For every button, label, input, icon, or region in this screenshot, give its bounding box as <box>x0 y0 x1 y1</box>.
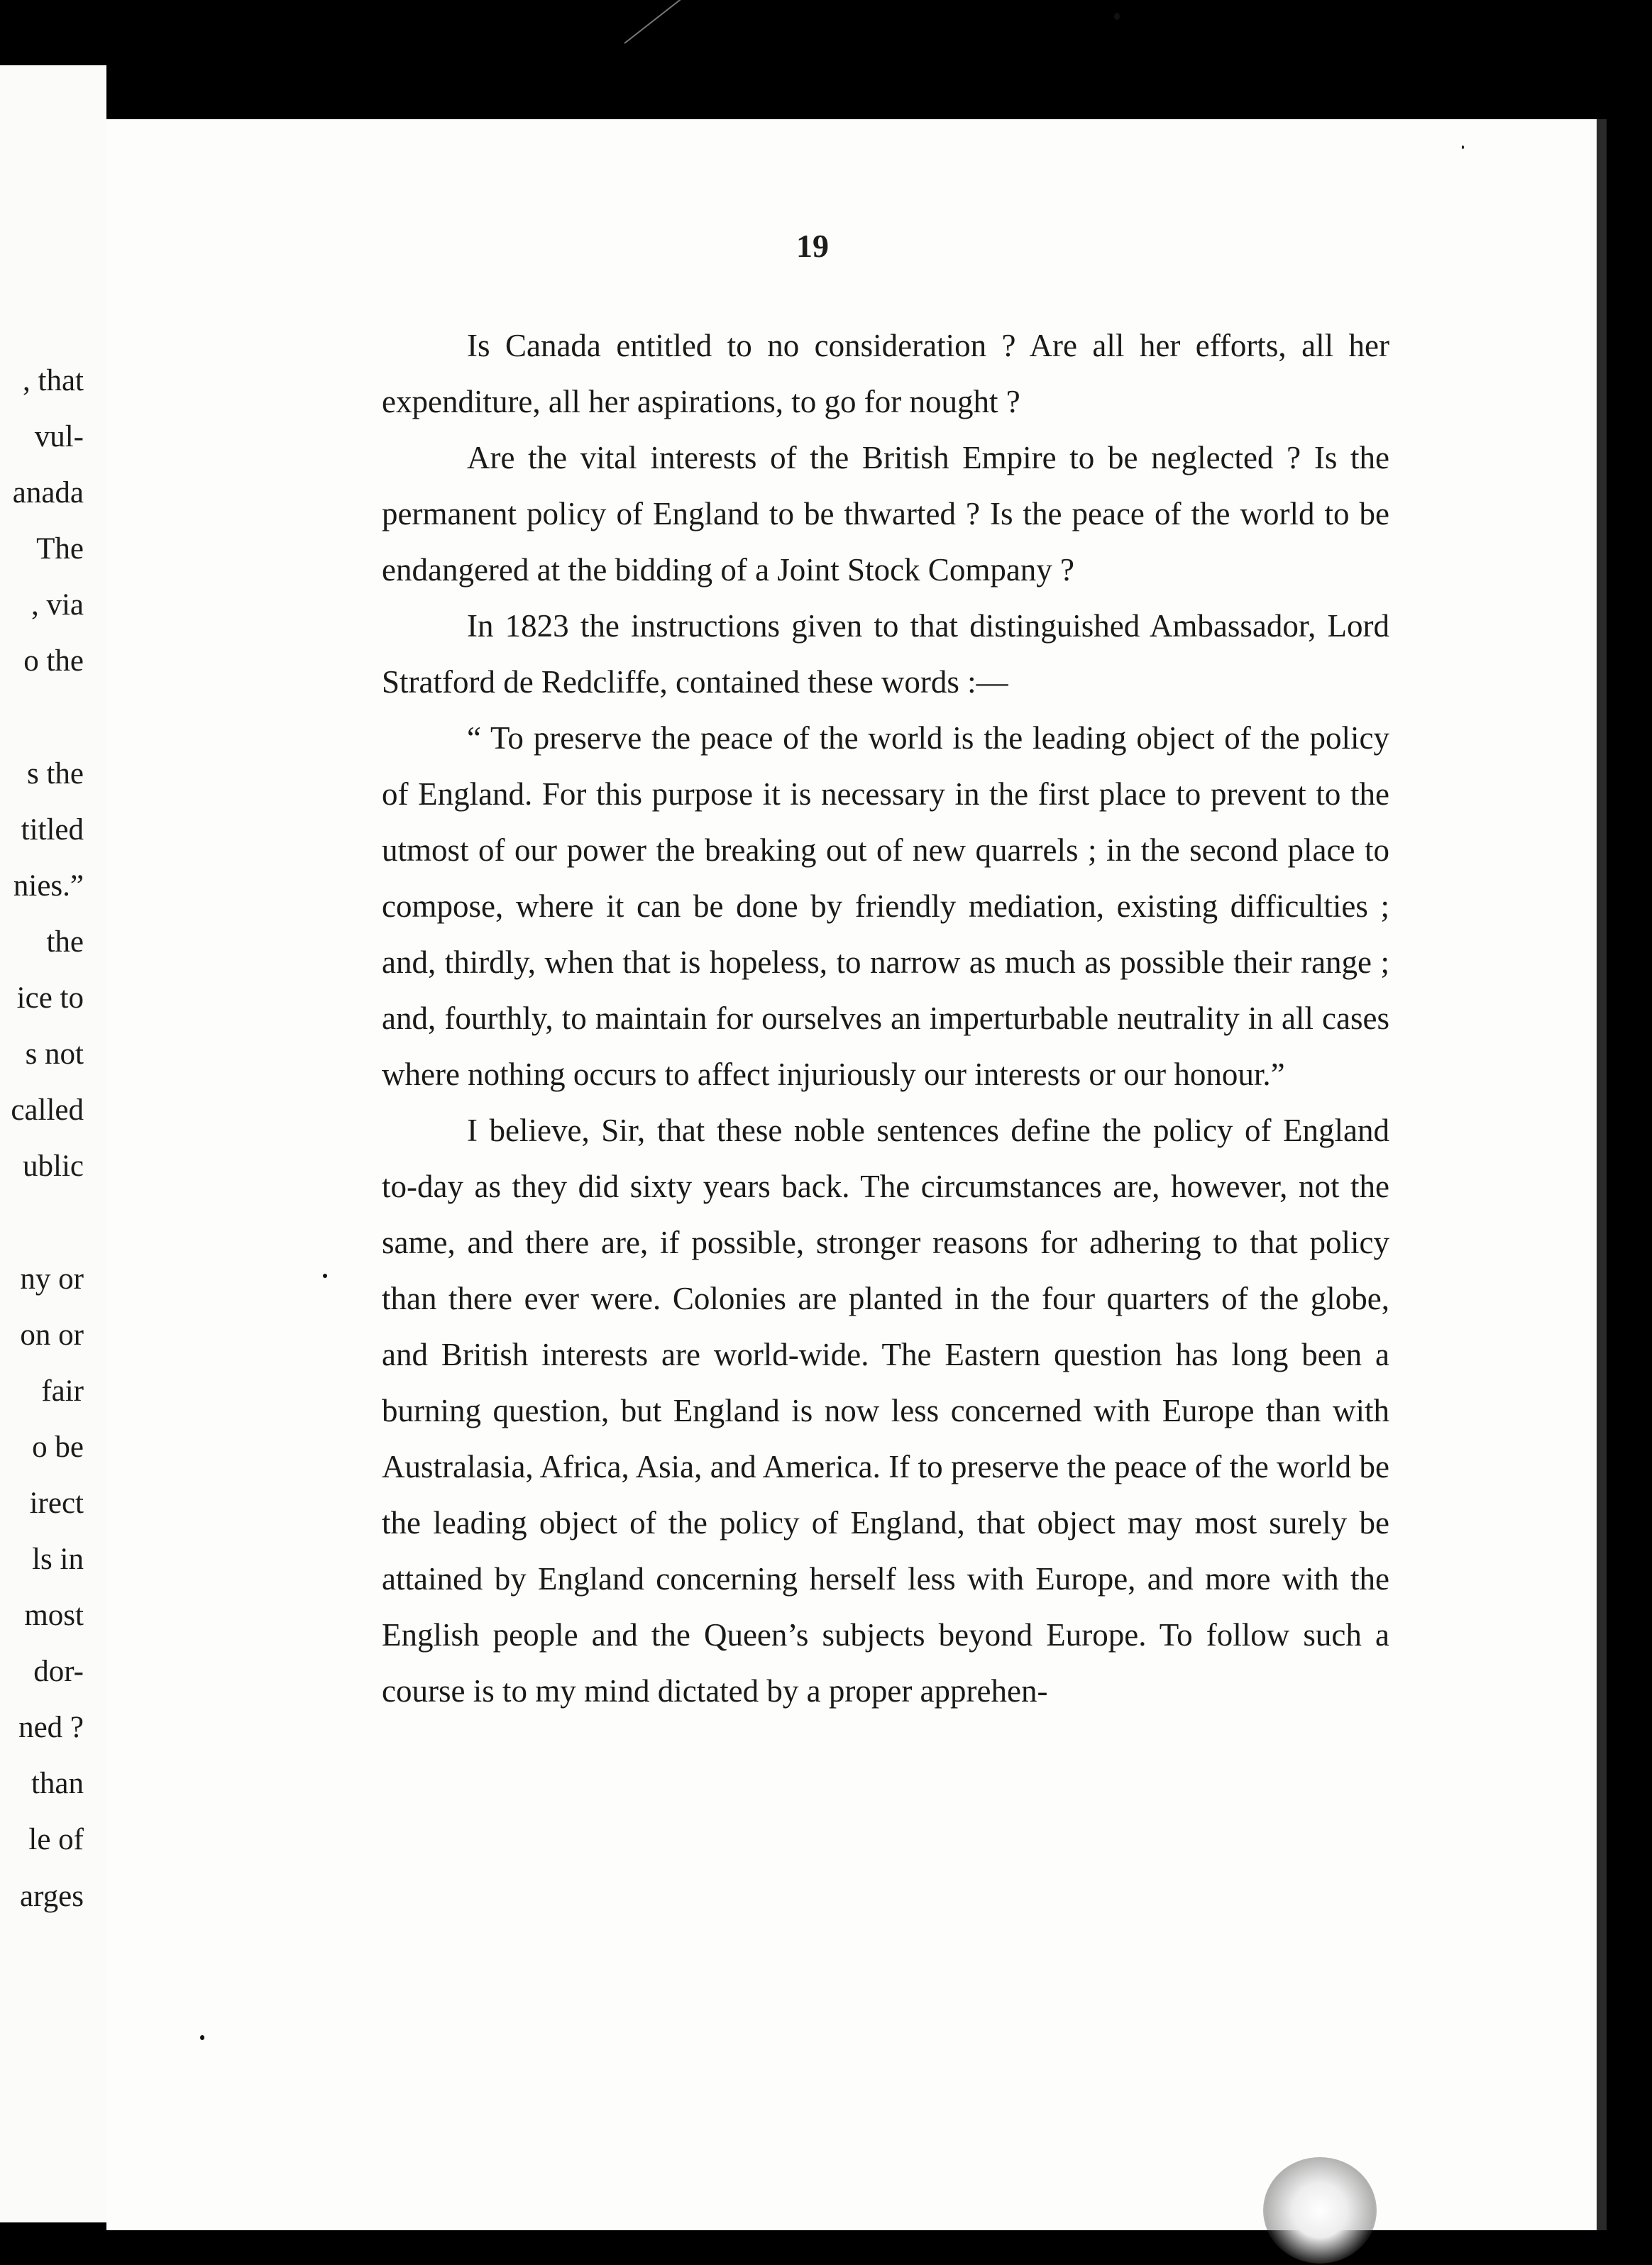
scan-light-glare <box>1263 2157 1377 2264</box>
fragment-line: anada <box>12 476 84 510</box>
fragment-line: o the <box>23 644 84 678</box>
fragment-line: The <box>36 532 84 566</box>
fragment-line: the <box>46 925 84 959</box>
fragment-line: s the <box>26 756 84 790</box>
scan-speck <box>1462 145 1464 149</box>
fragment-line <box>0 1194 84 1250</box>
fragment-line: titled <box>21 812 84 847</box>
paragraph: “ To preserve the peace of the world is the leading object of the policy of England. For this purpose it is necessary in the first place to prevent to the utmost of our power the breaking out of new quarrels ; in the second place to compose, where it can be done by friendly mediation, existing difficulties ; and, thirdly, when that is hopeless, to narrow as much as possible their range ; and, fourthly, to maintain for ourselves an imperturbable neutrality in all cases where nothing occurs to affect injuriously our interests or our honour.” <box>382 720 1389 1092</box>
fragment-line: s not <box>25 1037 84 1071</box>
fragment-line: most <box>24 1599 84 1633</box>
fragment-line: called <box>11 1093 84 1128</box>
fragment-line: , that <box>23 364 84 397</box>
fragment-line: dor- <box>33 1655 84 1689</box>
paragraph: Are the vital interests of the British Empire to be neglected ? Is the permanent policy of England to be thwarted ? Is the peace of the world to be endangered at the bidding of a Joint Stock Company ? <box>382 440 1389 588</box>
body-text <box>382 318 1389 1719</box>
fragment-line: ny or <box>20 1262 84 1296</box>
paragraph: In 1823 the instructions given to that distinguished Ambassador, Lord Stratford de Redcliffe, contained these words :— <box>382 608 1389 700</box>
fragment-line <box>0 690 84 746</box>
scan-speck <box>323 1274 327 1278</box>
fragment-line: fair <box>41 1374 84 1408</box>
paragraph: I believe, Sir, that these noble sentences define the policy of England to-day as they did sixty years back. The circumstances are, however, not the same, and there are, if possible, stronger reasons for adhering to that policy than there ever were. Colonies are planted in the four quarters of the globe, and British interests are world-wide. The Eastern question has long been a burning question, but England is now less concerned with Europe than with Australasia, Africa, Asia, and America. If to preserve the peace of the world be the leading object of the policy of England, that object may most surely be attained by England concerning herself less with Europe, and more with the English people and the Queen’s subjects beyond Europe. To follow such a course is to my mind dictated by a proper apprehen- <box>382 1113 1389 1709</box>
fragment-line: vul- <box>34 420 84 454</box>
fragment-line: o be <box>32 1430 84 1464</box>
fragment-line: than <box>31 1767 84 1801</box>
fragment-line: on or <box>20 1318 84 1352</box>
fragment-line: , via <box>31 588 84 622</box>
fragment-line: le of <box>28 1823 84 1857</box>
scan-scratch <box>624 0 725 44</box>
left-page-text-fragments <box>0 353 84 1924</box>
fragment-line: irect <box>29 1486 84 1520</box>
left-page <box>0 65 106 2222</box>
fragment-line: ned ? <box>18 1711 84 1745</box>
fragment-line: nies.” <box>13 869 84 903</box>
scan-speck <box>200 2035 204 2040</box>
fragment-line: ublic <box>23 1150 84 1184</box>
page-edge-shadow <box>1597 119 1607 2230</box>
page-number: 19 <box>796 228 829 264</box>
fragment-line: ice to <box>16 981 84 1015</box>
paragraph: Is Canada entitled to no consideration ? Are all her efforts, all her expenditure, all her aspirations, to go for nought ? <box>382 328 1389 419</box>
fragment-line: ls in <box>32 1542 84 1576</box>
fragment-line: arges <box>20 1879 84 1913</box>
scan-speck <box>1114 13 1120 20</box>
